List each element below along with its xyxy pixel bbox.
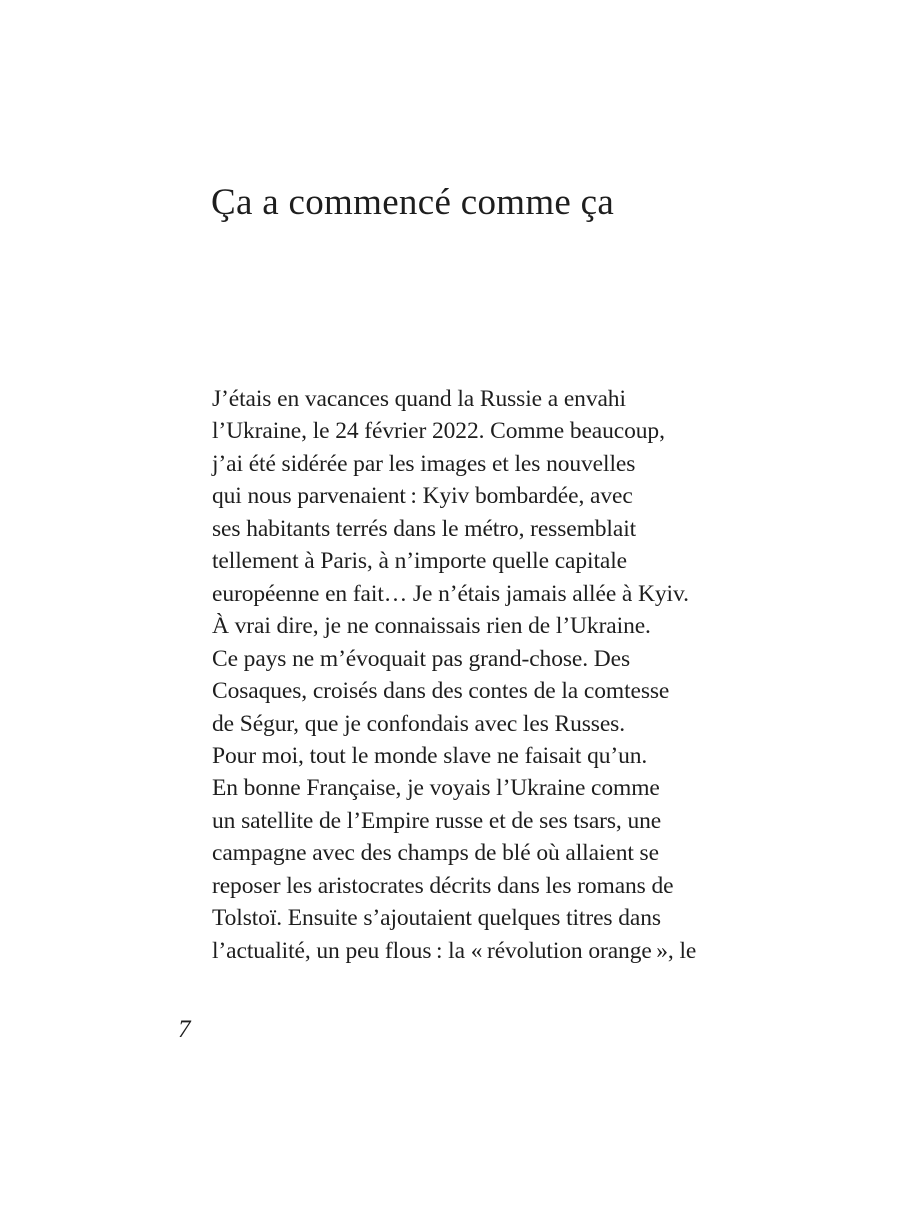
body-line: l’Ukraine, le 24 février 2022. Comme beaucoup,: [212, 418, 665, 445]
body-line: l’actualité, un peu flous : la « révolution orange », le: [212, 937, 697, 964]
body-line: de Ségur, que je confondais avec les Russes.: [212, 710, 625, 737]
body-line: qui nous parvenaient : Kyiv bombardée, avec: [212, 483, 633, 510]
body-line: un satellite de l’Empire russe et de ses tsars, une: [212, 807, 662, 834]
chapter-title: Ça a commencé comme ça: [211, 182, 615, 223]
body-line: reposer les aristocrates décrits dans les romans de: [212, 872, 674, 899]
body-line: Tolstoï. Ensuite s’ajoutaient quelques titres dans: [212, 905, 661, 932]
body-line: Pour moi, tout le monde slave ne faisait qu’un.: [212, 742, 648, 769]
body-line: campagne avec des champs de blé où allaient se: [212, 840, 659, 867]
body-line: En bonne Française, je voyais l’Ukraine comme: [212, 775, 660, 802]
body-line: J’étais en vacances quand la Russie a envahi: [212, 386, 626, 412]
body-line: Ce pays ne m’évoquait pas grand-chose. Des: [212, 645, 631, 672]
body-line: tellement à Paris, à n’importe quelle capitale: [212, 548, 627, 575]
body-line: européenne en fait… Je n’étais jamais allée à Kyiv.: [212, 580, 689, 607]
body-line: ses habitants terrés dans le métro, ressemblait: [212, 515, 637, 542]
page-number: 7: [178, 1016, 191, 1043]
body-line: Cosaques, croisés dans des contes de la comtesse: [212, 678, 670, 705]
body-text: [212, 383, 696, 967]
body-line: À vrai dire, je ne connaissais rien de l’Ukraine.: [212, 613, 651, 640]
body-line: j’ai été sidérée par les images et les nouvelles: [212, 450, 636, 477]
